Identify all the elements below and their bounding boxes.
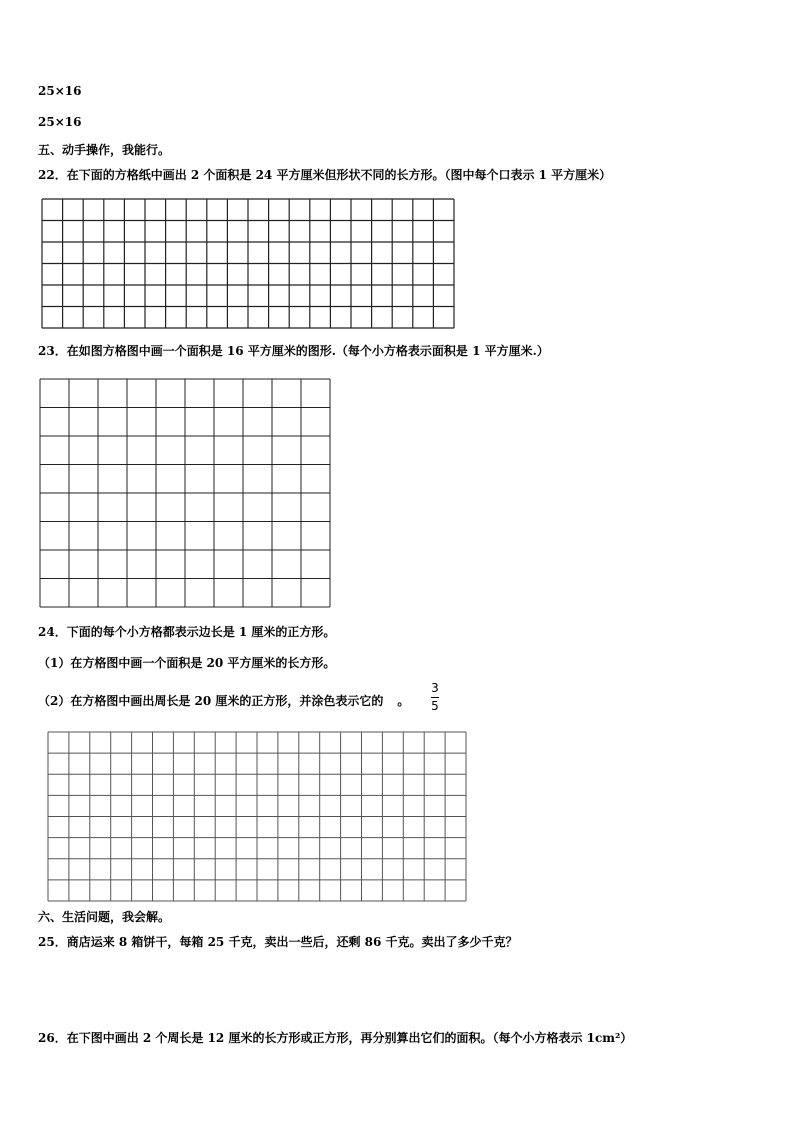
fraction-denominator: 5 bbox=[431, 699, 439, 713]
fraction-bar bbox=[431, 697, 439, 698]
grid-paper-q24[interactable] bbox=[47, 731, 467, 902]
fraction-numerator: 3 bbox=[431, 681, 439, 695]
question-26: 26．在下图中画出 2 个周长是 12 厘米的长方形或正方形，再分别算出它们的面积。（每个小方格表示 1cm²） bbox=[38, 1031, 633, 1045]
calc-line-1: 25×16 bbox=[38, 84, 82, 98]
question-24-part-2 bbox=[38, 693, 409, 709]
calc-line-2: 25×16 bbox=[38, 115, 82, 129]
question-24-part-1: （1）在方格图中画一个面积是 20 平方厘米的长方形。 bbox=[38, 656, 336, 670]
question-25: 25．商店运来 8 箱饼干，每箱 25 千克，卖出一些后，还剩 86 千克。卖出了多少千克？ bbox=[38, 935, 518, 949]
section-heading-5: 五、动手操作，我能行。 bbox=[38, 143, 171, 157]
question-22: 22．在下面的方格纸中画出 2 个面积是 24 平方厘米但形状不同的长方形。（图中每个口表示 1 平方厘米） bbox=[38, 168, 612, 182]
question-23: 23．在如图方格图中画一个面积是 16 平方厘米的图形.（每个小方格表示面积是 1 平方厘米.） bbox=[38, 344, 549, 358]
grid-paper-q23[interactable] bbox=[39, 378, 331, 608]
section-heading-6: 六、生活问题，我会解。 bbox=[38, 910, 171, 924]
question-24-part-2-text: （2）在方格图中画出周长是 20 厘米的正方形，并涂色表示它的 bbox=[38, 694, 384, 708]
question-24-part-2-end: 。 bbox=[397, 694, 410, 708]
grid-paper-q22[interactable] bbox=[41, 198, 455, 329]
question-24: 24．下面的每个小方格都表示边长是 1 厘米的正方形。 bbox=[38, 625, 336, 639]
